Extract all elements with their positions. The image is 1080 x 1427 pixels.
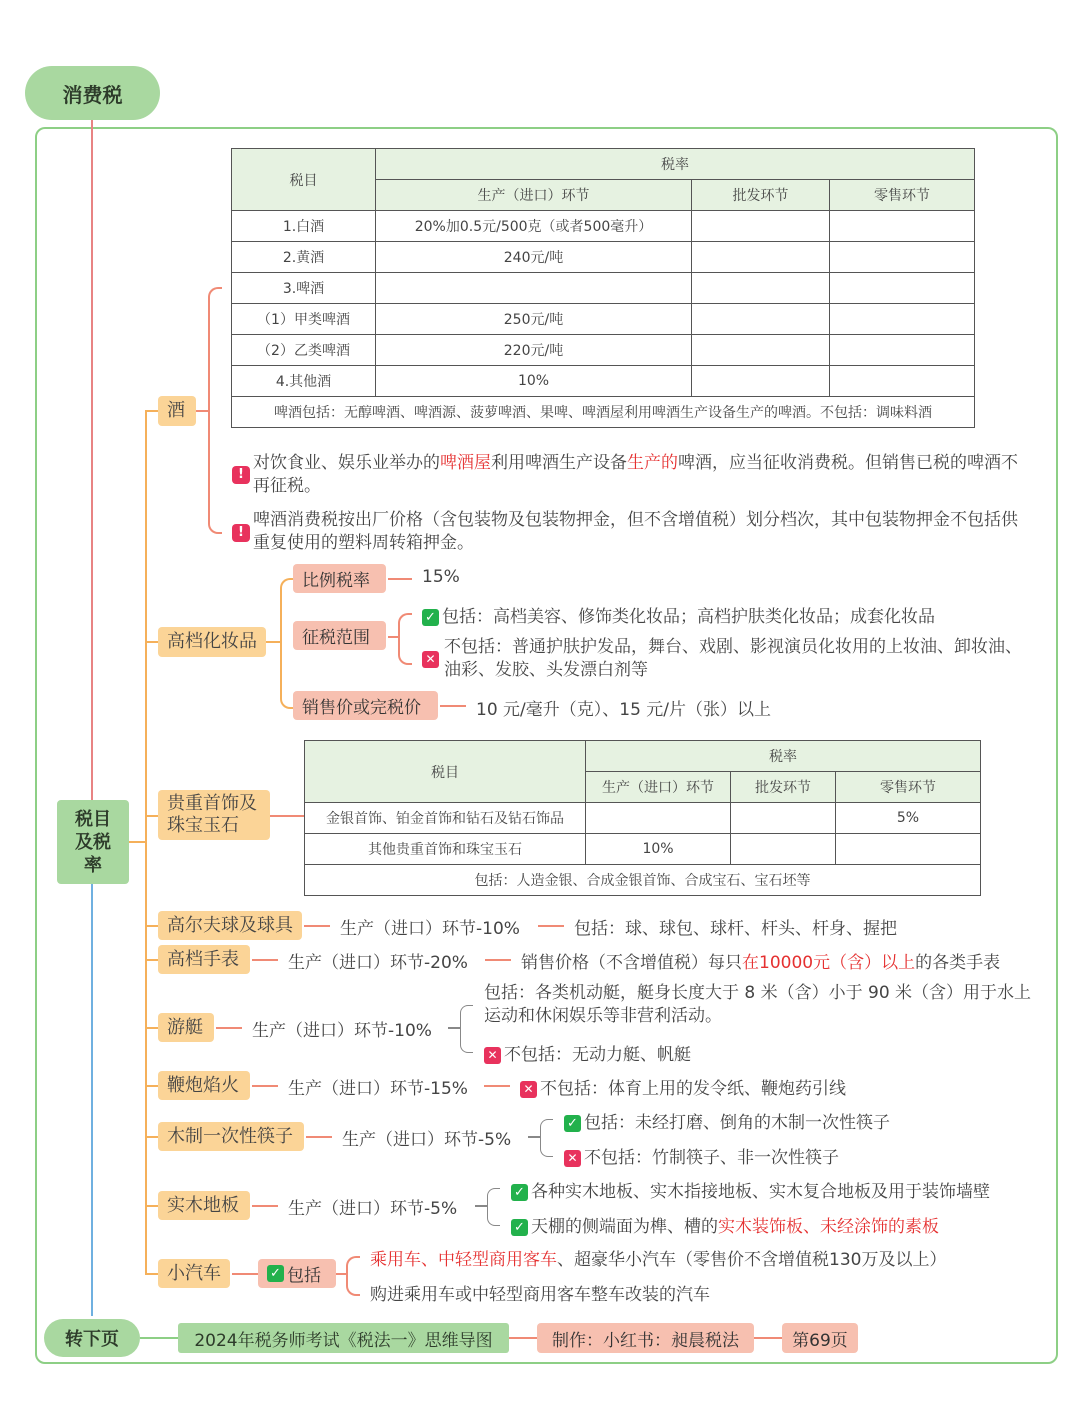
node-chopsticks: 木制一次性筷子 xyxy=(158,1122,304,1151)
node-firework: 鞭炮焰火 xyxy=(158,1071,250,1100)
table-cell: 4.其他酒 xyxy=(232,366,376,397)
cosmetics-price-label: 销售价或完税价 xyxy=(293,691,438,720)
jewelry-h-retail: 零售环节 xyxy=(836,772,981,803)
jewelry-table xyxy=(304,740,981,896)
check-icon: ✓ xyxy=(564,1115,581,1132)
car-line-2: 购进乘用车或中轻型商用客车整车改装的汽车 xyxy=(370,1285,710,1305)
table-cell: 金银首饰、铂金首饰和钻石及钻石饰品 xyxy=(305,803,586,834)
cross-icon: ✕ xyxy=(484,1047,501,1064)
floor-include-1: ✓ 各种实木地板、实木指接地板、实木复合地板及用于装饰墙壁 xyxy=(511,1177,990,1202)
jewelry-h-prod: 生产（进口）环节 xyxy=(586,772,731,803)
floor-rate: 生产（进口）环节-5% xyxy=(288,1199,458,1219)
table-cell: 2.黄酒 xyxy=(232,242,376,273)
page-number: 第69页 xyxy=(782,1323,858,1353)
author-label: 制作：小红书：昶晨税法 xyxy=(537,1323,754,1353)
wine-note-1: 对饮食业、娱乐业举办的啤酒屋利用啤酒生产设备生产的啤酒，应当征收消费税。但销售已税的啤酒不再征税。 xyxy=(253,453,1018,496)
table-cell: 其他贵重首饰和珠宝玉石 xyxy=(305,834,586,865)
table-cell: 240元/吨 xyxy=(376,242,692,273)
golf-rate: 生产（进口）环节-10% xyxy=(340,919,520,939)
table-cell: 20%加0.5元/500克（或者500毫升） xyxy=(376,211,692,242)
check-icon: ✓ xyxy=(267,1265,284,1282)
table-cell: 3.啤酒 xyxy=(232,273,376,304)
wine-table xyxy=(231,148,975,428)
car-line-1: 乘用车、中轻型商用客车、超豪华小汽车（零售价不含增值税130万及以上） xyxy=(370,1250,947,1270)
yacht-rate: 生产（进口）环节-10% xyxy=(252,1021,432,1041)
cosmetics-include: ✓ 包括：高档美容、修饰类化妆品；高档护肤类化妆品；成套化妆品 xyxy=(422,602,935,627)
wine-h-rate: 税率 xyxy=(376,149,975,180)
car-include-label: ✓ 包括 xyxy=(258,1259,336,1288)
cosmetics-exclude: 不包括：普通护肤护发品，舞台、戏剧、影视演员化妆用的上妆油、卸妆油、油彩、发胶、头发漂白剂等 xyxy=(444,637,1022,680)
check-icon: ✓ xyxy=(511,1219,528,1236)
node-wine: 酒 xyxy=(158,396,196,426)
book-title: 2024年税务师考试《税法一》思维导图 xyxy=(178,1323,509,1353)
wine-h-item: 税目 xyxy=(232,149,376,211)
node-golf: 高尔夫球及球具 xyxy=(158,911,302,940)
chopsticks-rate: 生产（进口）环节-5% xyxy=(342,1130,512,1150)
wine-h-whole: 批发环节 xyxy=(692,180,830,211)
warning-icon: ! xyxy=(232,466,250,484)
firework-rate: 生产（进口）环节-15% xyxy=(288,1079,468,1099)
wine-h-retail: 零售环节 xyxy=(830,180,975,211)
jewelry-h-item: 税目 xyxy=(305,741,586,803)
node-floor: 实木地板 xyxy=(158,1191,250,1220)
cross-icon: ✕ xyxy=(564,1150,581,1167)
table-cell: 220元/吨 xyxy=(376,335,692,366)
cosmetics-scope-label: 征税范围 xyxy=(293,621,386,650)
watch-rate: 生产（进口）环节-20% xyxy=(288,953,468,973)
check-icon: ✓ xyxy=(511,1184,528,1201)
firework-exclude: ✕ 不包括：体育上用的发令纸、鞭炮药引线 xyxy=(520,1074,846,1099)
floor-include-2: ✓ 天棚的侧端面为榫、槽的实木装饰板、未经涂饰的素板 xyxy=(511,1212,939,1237)
check-icon: ✓ xyxy=(422,609,439,626)
jewelry-table-note: 包括：人造金银、合成金银首饰、合成宝石、宝石坯等 xyxy=(305,865,981,896)
yacht-include: 包括：各类机动艇，艇身长度大于 8 米（含）小于 90 米（含）用于水上运动和休闲娱乐等非营利活动。 xyxy=(484,983,1032,1026)
node-jewelry: 贵重首饰及珠宝玉石 xyxy=(158,790,270,840)
chopsticks-include: ✓ 包括：未经打磨、倒角的木制一次性筷子 xyxy=(564,1108,890,1133)
trunk-red xyxy=(91,120,93,800)
chopsticks-exclude: ✕ 不包括：竹制筷子、非一次性筷子 xyxy=(564,1143,839,1168)
table-cell: 10% xyxy=(586,834,731,865)
cosmetics-rate: 15% xyxy=(422,567,460,587)
node-watch: 高档手表 xyxy=(158,945,250,974)
table-cell: 5% xyxy=(836,803,981,834)
next-page-button[interactable]: 转下页 xyxy=(44,1319,140,1357)
cosmetics-price: 10 元/毫升（克）、15 元/片（张）以上 xyxy=(476,700,772,720)
center-node: 税目及税率 xyxy=(57,800,129,884)
table-cell: 10% xyxy=(376,366,692,397)
yacht-exclude: ✕ 不包括：无动力艇、帆艇 xyxy=(484,1040,691,1065)
trunk-blue xyxy=(91,884,93,1316)
node-yacht: 游艇 xyxy=(158,1013,214,1042)
branch-connector xyxy=(129,841,146,843)
page-title: 消费税 xyxy=(25,66,160,120)
table-cell: （2）乙类啤酒 xyxy=(232,335,376,366)
jewelry-h-rate: 税率 xyxy=(586,741,981,772)
watch-desc: 销售价格（不含增值税）每只在10000元（含）以上的各类手表 xyxy=(521,953,1001,973)
golf-desc: 包括：球、球包、球杆、杆头、杆身、握把 xyxy=(574,919,897,939)
jewelry-h-whole: 批发环节 xyxy=(731,772,836,803)
table-cell xyxy=(376,273,692,304)
wine-h-prod: 生产（进口）环节 xyxy=(376,180,692,211)
warning-icon: ! xyxy=(232,524,250,542)
cosmetics-rate-label: 比例税率 xyxy=(293,564,386,593)
table-cell: （1）甲类啤酒 xyxy=(232,304,376,335)
node-car: 小汽车 xyxy=(158,1259,230,1288)
node-cosmetics: 高档化妆品 xyxy=(158,627,266,657)
wine-brace xyxy=(208,287,222,534)
wine-note-2: 啤酒消费税按出厂价格（含包装物及包装物押金，但不含增值税）划分档次，其中包装物押金不包括供重复使用的塑料周转箱押金。 xyxy=(253,510,1018,553)
table-cell: 1.白酒 xyxy=(232,211,376,242)
cross-icon: ✕ xyxy=(520,1081,537,1098)
wine-table-note: 啤酒包括：无醇啤酒、啤酒源、菠萝啤酒、果啤、啤酒屋利用啤酒生产设备生产的啤酒。不包括：调味料酒 xyxy=(232,397,975,428)
cross-icon: ✕ xyxy=(422,651,439,668)
table-cell: 250元/吨 xyxy=(376,304,692,335)
